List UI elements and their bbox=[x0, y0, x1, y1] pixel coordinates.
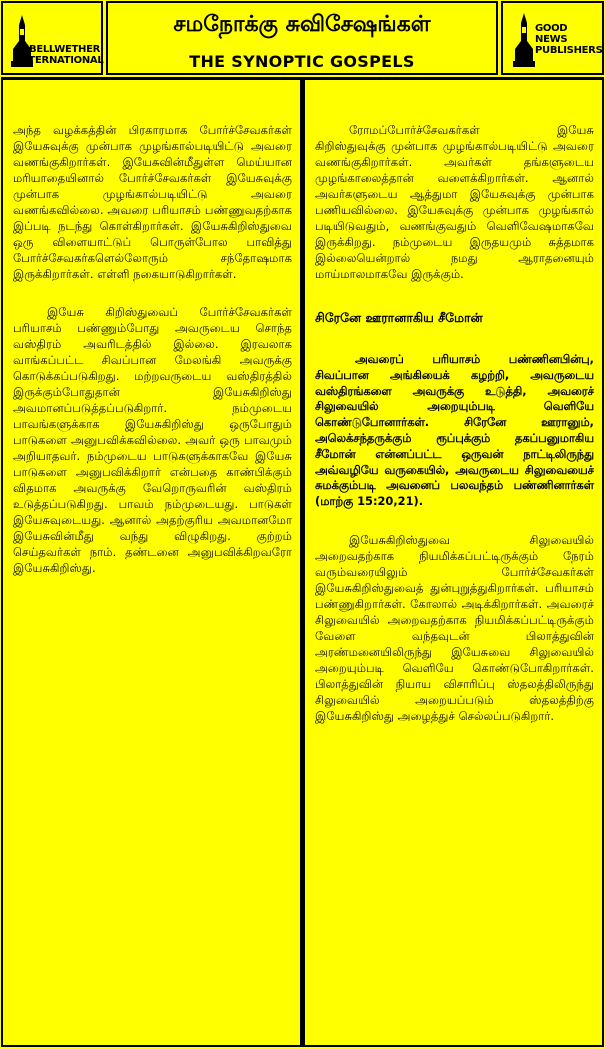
bellwether-logo bbox=[1, 1, 103, 75]
paragraph-roman-soldiers: ரோமப்போர்ச்சேவகர்கள் இயேசு கிறிஸ்துவுக்கு முன்பாக முழங்கால்படியிட்டு அவரை வணங்குகிறார்கள். அவர்கள் தங்களுடைய முழங்காலைத்தான் வளைக்கிறார்கள். ஆனால் அவர்களுடைய ஆத்துமா இயேசுவுக்கு முன்பாக பணியவில்லை. இயேசுவுக்கு முன்பாக முழங்கால் படியிடுவதும், வணங்குவதும் வெளிவேஷமாகவே இருக்கிறது. நம்முடைய இருதயமும் சுத்தமாக இல்லையென்றால் நமது ஆராதனையும் மாய்மாலமாகவே இருக்கும். bbox=[315, 123, 594, 281]
right-column bbox=[302, 77, 604, 1047]
left-column-content bbox=[13, 122, 292, 598]
page-title-tamil: சமநோக்கு சுவிசேஷங்கள் bbox=[173, 12, 431, 37]
paragraph-worship-mockery: அந்த வழக்கத்தின் பிரகாரமாக போர்ச்சேவகர்கள் இயேசுவுக்கு முன்பாக முழங்கால்படியிட்டு அவரை வணங்குகிறார்கள். இயேசுவின்மீதுள்ள மெய்யான மரியாதையினால் போர்ச்சேவகர்கள் இயேசுவுக்கு முன்பாக முழங்கால்படியிட்டு அவரை வணங்கவில்லை. அவரை பரியாசம் பண்ணுவதற்காக இப்படி நடந்து கொள்கிறார்கள். இயேசுகிறிஸ்துவை ஒரு விளையாட்டுப் பொருள்போல பாவித்து போர்ச்சேவகர்களெல்லோரும் சந்தோஷமாக இருக்கிறார்கள். எள்ளி நகையாடுகிறார்கள். bbox=[13, 123, 292, 281]
paragraph-led-to-cross: இயேசுகிறிஸ்துவை சிலுவையில் அறைவதற்காக நியமிக்கப்பட்டிருக்கும் நேரம் வரும்வரையிலும் போர்ச்சேவகர்கள் இயேசுகிறிஸ்துவைத் துன்புறுத்துகிறார்கள். பரியாசம் பண்ணுகிறார்கள். கோலால் அடிக்கிறார்கள். அவரைச் சிலுவையில் அறைவதற்காக நியமிக்கப்பட்டிருக்கும் வேளை வந்தவுடன் பிலாத்துவின் அரண்மனையிலிருந்து இயேசுவை சிலுவையில் அறையும்படி வெளியே கொண்டுபோகிறார்கள். பிலாத்துவின் நியாய விசாரிப்பு ஸ்தலத்திலிருந்து சிலுவையில் அறையப்படும் ஸ்தலத்திற்கு இயேசுகிறிஸ்து அழைத்துச் செல்லப்படுகிறார். bbox=[315, 532, 594, 723]
bellwether-subtitle: INTERNATIONAL bbox=[17, 55, 104, 66]
right-column-content bbox=[315, 122, 594, 746]
scripture-quote: அவரைப் பரியாசம் பண்ணினபின்பு, சிவப்பான அங்கியைக் கழற்றி, அவருடைய வஸ்திரங்களை அவருக்கு உடுத்தி, அவரைச் சிலுவையில் அறையும்படி வெளியே கொண்டுபோனார்கள். சிரேனே ஊரானும், அலெக்சந்தருக்கும் ரூப்புக்கும் தகப்பனுமாகிய சீமோன் என்னப்பட்ட ஒருவன் நாட்டிலிருந்து அவ்வழியே வருகையில், அவருடைய சிலுவையைச் சுமக்கும்படி அவனைப் பலவந்தம் பண்ணினார்கள் (மாற்கு 15:20,21). bbox=[315, 352, 594, 509]
paragraph-borrowed-robe: இயேசு கிறிஸ்துவைப் போர்ச்சேவகர்கள் பரியாசம் பண்ணும்போது அவருடைய சொந்த வஸ்திரம் அவரிடத்தில் இல்லை. இரவலாக வாங்கப்பட்ட சிவப்பான மேலங்கி அவருக்கு கொடுக்கப்படுகிறது. மற்றவருடைய வஸ்திரத்தில் இருக்கும்போதுதான் இயேசுகிறிஸ்து அவமானப்படுத்தப்படுகிறார். நம்முடைய பாவங்களுக்காக இயேசுகிறிஸ்து ஒருபோதும் பாடுகளை அனுபவிக்கவில்லை. அவர் ஒரு பாவமும் அறியாதவர். நம்முடைய பாடுகளுக்காகவே இயேசு பாடுகளை அனுபவிக்கிறார் என்பதை காண்பிக்கும் விதமாக அவருக்கு வேறொருவரின் வஸ்திரம் உடுத்தப்படுகிறது. பாவம் நம்முடையது. பாடுகள் இயேசுவுடையது. ஆனால் அதற்குரிய அவமானமோ இயேசுவின்மீது வந்து விழுகிறது. குற்றம் செய்தவர்கள் நாம். தண்டனை அனுபவிக்கிறவரோ இயேசுகிறிஸ்து. bbox=[13, 305, 292, 575]
good-news-logo-icon bbox=[513, 13, 535, 67]
left-column bbox=[1, 77, 302, 1047]
title-banner bbox=[106, 1, 498, 75]
good-news-name: GOOD NEWS bbox=[535, 23, 568, 45]
good-news-logo bbox=[501, 1, 604, 75]
bellwether-name: BELLWETHER bbox=[29, 44, 101, 55]
good-news-subtitle: PUBLISHERS bbox=[535, 45, 603, 56]
page-title-english: THE SYNOPTIC GOSPELS bbox=[189, 52, 415, 71]
section-heading: சிரேனே ஊரானாகிய சீமோன் bbox=[315, 310, 483, 325]
